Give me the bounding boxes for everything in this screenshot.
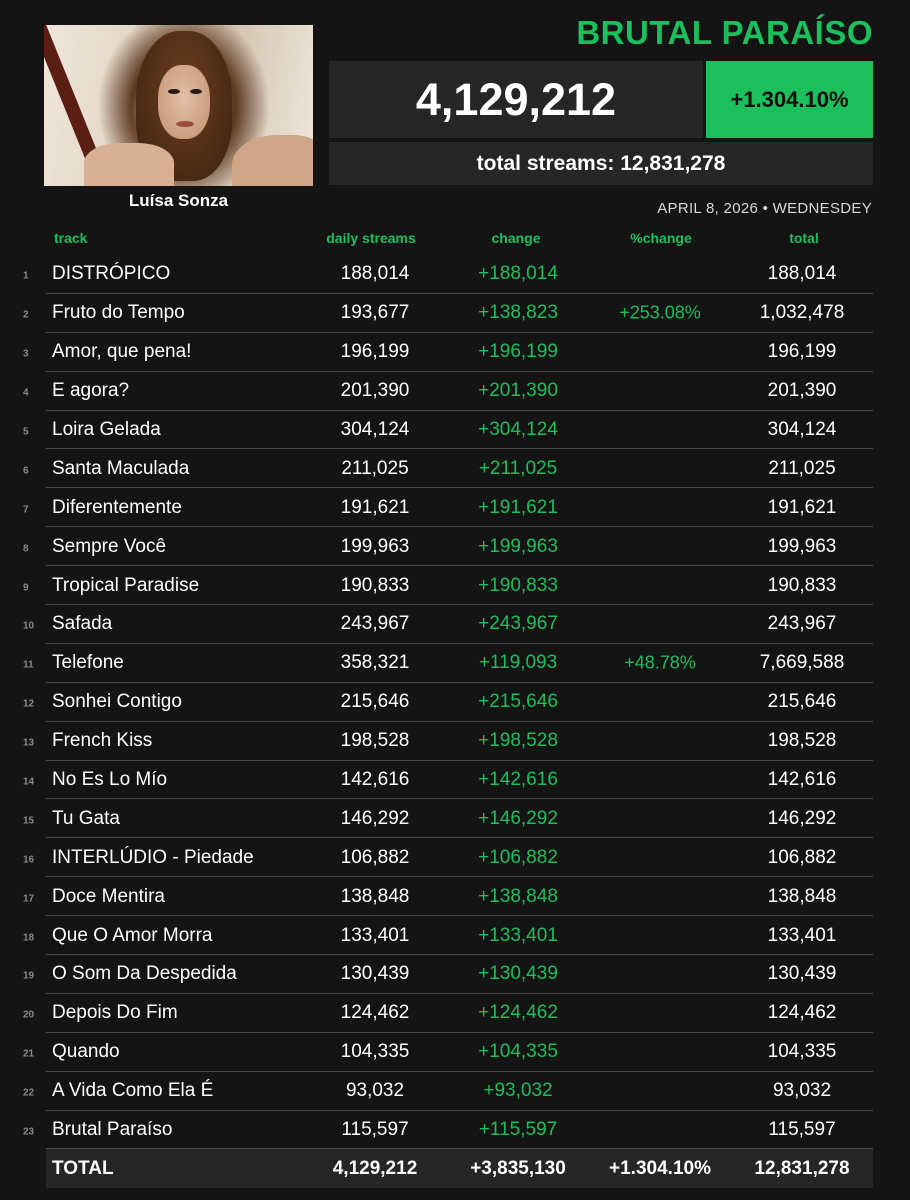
stream-change: +190,833 — [478, 574, 558, 596]
stream-change: +106,882 — [478, 846, 558, 868]
daily-streams: 130,439 — [340, 963, 410, 985]
daily-streams: 193,677 — [340, 302, 410, 324]
column-header-daily: daily streams — [326, 230, 416, 246]
total-streams: 124,462 — [767, 1002, 837, 1024]
daily-streams: 304,124 — [340, 419, 410, 440]
daily-streams: 124,462 — [340, 1002, 410, 1024]
table-row: 15 Tu Gata 146,292 +146,292 146,292 — [0, 799, 910, 838]
column-header-pct: %change — [630, 230, 692, 246]
total-streams: 93,032 — [772, 1080, 832, 1102]
table-row: 23 Brutal Paraíso 115,597 +115,597 115,597 — [0, 1111, 910, 1150]
daily-streams: 191,621 — [340, 496, 410, 518]
track-name: Que O Amor Morra — [52, 924, 213, 946]
table-row: 16 INTERLÚDIO - Piedade 106,882 +106,882 106,882 — [0, 838, 910, 877]
daily-streams: 358,321 — [340, 652, 410, 674]
total-streams: 115,597 — [768, 1119, 836, 1141]
table-row: 4 E agora? 201,390 +201,390 201,390 — [0, 372, 910, 411]
track-name: O Som Da Despedida — [52, 963, 237, 985]
total-streams: 146,292 — [767, 807, 837, 829]
stream-change: +130,439 — [478, 963, 558, 985]
total-streams: total streams: 12,831,278 — [329, 142, 873, 185]
stream-change: +115,597 — [478, 1119, 558, 1141]
track-name: Sonhei Contigo — [52, 691, 182, 713]
album-title: BRUTAL PARAÍSO — [576, 14, 873, 51]
track-name: Amor, que pena! — [52, 341, 192, 363]
track-name: Tropical Paradise — [52, 574, 200, 596]
artist-name: Luísa Sonza — [128, 191, 229, 210]
daily-streams: 243,967 — [340, 613, 410, 635]
cover-lips — [176, 121, 194, 127]
track-name: A Vida Como Ela É — [52, 1080, 214, 1102]
table-row: 9 Tropical Paradise 190,833 +190,833 190,833 — [0, 566, 910, 605]
table-row: 17 Doce Mentira 138,848 +138,848 138,848 — [0, 877, 910, 916]
track-name: Tu Gata — [52, 807, 120, 829]
cover-eye-left — [168, 89, 180, 94]
daily-streams: 190,833 — [340, 574, 410, 596]
track-name: Depois Do Fim — [52, 1002, 178, 1024]
total-streams: 104,335 — [767, 1041, 837, 1063]
stream-change: +198,528 — [478, 730, 558, 752]
track-name: INTERLÚDIO - Piedade — [52, 846, 254, 868]
track-name: Quando — [52, 1041, 120, 1063]
table-row: 22 A Vida Como Ela É 93,032 +93,032 93,032 — [0, 1072, 910, 1111]
table-row: 3 Amor, que pena! 196,199 +196,199 196,199 — [0, 333, 910, 372]
album-cover — [44, 25, 313, 186]
total-streams: 1,032,478 — [759, 302, 845, 324]
cover-shoulder — [232, 135, 313, 186]
totals-daily: 4,129,212 — [332, 1157, 418, 1179]
total-streams: 304,124 — [767, 419, 837, 440]
track-name: Telefone — [52, 652, 124, 674]
table-row: 8 Sempre Você 199,963 +199,963 199,963 — [0, 527, 910, 566]
stream-change: +199,963 — [478, 535, 558, 557]
table-header — [0, 230, 910, 250]
table-row: 11 Telefone 358,321 +119,093 +48.78% 7,669,588 — [0, 644, 910, 683]
totals-total: 12,831,278 — [754, 1157, 850, 1179]
stream-change: +146,292 — [478, 807, 558, 829]
daily-streams: 215,646 — [340, 691, 410, 713]
report-date: APRIL 8, 2026 • WEDNESDEY — [657, 200, 872, 217]
track-name: Brutal Paraíso — [52, 1119, 173, 1141]
table-row: 19 O Som Da Despedida 130,439 +130,439 130,439 — [0, 955, 910, 994]
daily-streams-total: 4,129,212 — [329, 61, 703, 138]
track-name: French Kiss — [52, 730, 153, 752]
total-streams: 196,199 — [767, 341, 837, 363]
stream-change: +124,462 — [478, 1002, 558, 1024]
track-name: Loira Gelada — [52, 419, 161, 440]
table-row: 1 DISTRÓPICO 188,014 +188,014 188,014 — [0, 255, 910, 294]
cover-face — [158, 65, 210, 139]
daily-streams: 196,199 — [340, 341, 410, 363]
track-name: Diferentemente — [52, 496, 182, 518]
daily-streams: 188,014 — [340, 263, 410, 285]
stream-change: +191,621 — [478, 496, 558, 518]
track-name: Doce Mentira — [52, 885, 165, 907]
table-row: 5 Loira Gelada 304,124 +304,124 304,124 — [0, 411, 910, 450]
table-row: 6 Santa Maculada 211,025 +211,025 211,025 — [0, 449, 910, 488]
daily-streams: 93,032 — [345, 1080, 405, 1102]
daily-streams: 133,401 — [340, 924, 410, 946]
total-streams: 138,848 — [767, 885, 837, 907]
total-streams: 243,967 — [767, 613, 837, 635]
daily-streams: 146,292 — [340, 807, 410, 829]
total-streams: 133,401 — [767, 924, 837, 946]
stream-change: +188,014 — [478, 263, 558, 285]
daily-streams: 104,335 — [340, 1041, 410, 1063]
percent-change: +253.08% — [619, 302, 701, 323]
track-name: Fruto do Tempo — [52, 302, 185, 324]
stream-change: +104,335 — [478, 1041, 558, 1063]
totals-change: +3,835,130 — [470, 1157, 566, 1179]
table-row: 18 Que O Amor Morra 133,401 +133,401 133,401 — [0, 916, 910, 955]
cover-hand — [84, 143, 174, 186]
total-streams: 188,014 — [767, 263, 837, 285]
totals-pct: +1.304.10% — [609, 1157, 711, 1179]
totals-label: TOTAL — [52, 1157, 114, 1179]
table-row: 7 Diferentemente 191,621 +191,621 191,621 — [0, 488, 910, 527]
track-name: No Es Lo Mío — [52, 769, 168, 791]
table-row: 13 French Kiss 198,528 +198,528 198,528 — [0, 722, 910, 761]
stream-change: +138,823 — [478, 302, 558, 324]
stream-change: +196,199 — [478, 341, 558, 363]
cover-eye-right — [190, 89, 202, 94]
total-streams: 190,833 — [767, 574, 837, 596]
total-streams: 199,963 — [767, 535, 837, 557]
track-name: Santa Maculada — [52, 457, 190, 479]
track-name: DISTRÓPICO — [52, 263, 171, 285]
daily-streams: 138,848 — [340, 885, 410, 907]
table-row: 2 Fruto do Tempo 193,677 +138,823 +253.08% 1,032,478 — [0, 294, 910, 333]
percent-change: +48.78% — [624, 652, 696, 673]
track-name: Sempre Você — [52, 535, 167, 557]
daily-streams: 106,882 — [340, 846, 410, 868]
daily-streams: 211,025 — [341, 457, 409, 479]
stream-change: +119,093 — [478, 652, 558, 674]
total-streams: 142,616 — [767, 769, 837, 791]
column-header-total: total — [789, 230, 819, 246]
total-streams: 201,390 — [767, 380, 837, 402]
track-name: E agora? — [52, 380, 130, 402]
daily-streams: 199,963 — [340, 535, 410, 557]
stream-change: +243,967 — [478, 613, 558, 635]
total-streams: 7,669,588 — [759, 652, 845, 674]
stream-change: +133,401 — [478, 924, 558, 946]
total-streams: 198,528 — [767, 730, 837, 752]
total-streams: 191,621 — [767, 496, 837, 518]
total-streams: 130,439 — [767, 963, 837, 985]
column-header-change: change — [491, 230, 541, 246]
column-header-track: track — [54, 230, 88, 246]
totals-row — [46, 1149, 873, 1188]
daily-percent-change: +1.304.10% — [706, 61, 873, 138]
daily-streams: 201,390 — [340, 380, 410, 402]
stream-change: +142,616 — [478, 769, 558, 791]
track-name: Safada — [52, 613, 113, 635]
daily-streams: 142,616 — [340, 769, 410, 791]
stream-change: +215,646 — [478, 691, 558, 713]
stream-change: +138,848 — [478, 885, 558, 907]
track-table — [0, 255, 910, 1149]
table-row: 14 No Es Lo Mío 142,616 +142,616 142,616 — [0, 761, 910, 800]
stream-change: +211,025 — [478, 457, 558, 479]
table-row: 21 Quando 104,335 +104,335 104,335 — [0, 1033, 910, 1072]
table-row: 20 Depois Do Fim 124,462 +124,462 124,462 — [0, 994, 910, 1033]
stream-change: +201,390 — [478, 380, 558, 402]
table-row: 10 Safada 243,967 +243,967 243,967 — [0, 605, 910, 644]
daily-streams: 198,528 — [340, 730, 410, 752]
stream-change: +93,032 — [483, 1080, 553, 1102]
stream-change: +304,124 — [478, 419, 558, 440]
total-streams: 215,646 — [767, 691, 837, 713]
table-row: 12 Sonhei Contigo 215,646 +215,646 215,646 — [0, 683, 910, 722]
total-streams: 106,882 — [767, 846, 837, 868]
total-streams: 211,025 — [768, 457, 836, 479]
daily-streams: 115,597 — [341, 1119, 409, 1141]
